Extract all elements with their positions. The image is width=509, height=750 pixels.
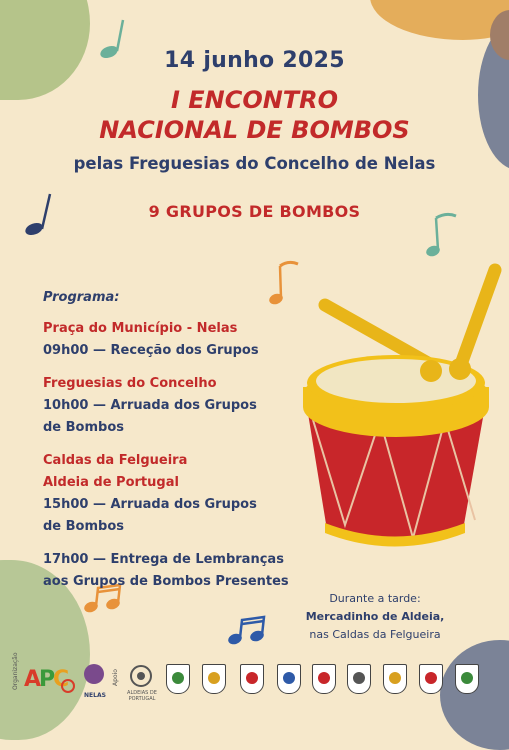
organizer-logo [22,662,80,694]
groups-count: 9 GRUPOS DE BOMBOS [148,202,361,221]
program-line: de Bombos [43,519,125,534]
program-line: 10h00 — Arruada dos Grupos [43,398,257,413]
svg-text:A: A [24,667,42,692]
program-place: Aldeia de Portugal [43,475,179,490]
program-section [43,287,303,593]
event-title-line-1: I ENCONTRO [170,86,339,114]
parish-crest-icon [202,664,226,694]
blob-bottom-right-slate [440,640,509,750]
event-title-line-2: NACIONAL DE BOMBOS [99,116,410,144]
parish-crest-icon [240,664,264,694]
organizacao-label: Organização [12,652,19,690]
double-music-note-icon [226,614,270,646]
apoio-label: Apoio [112,669,119,686]
parish-crest-icon [166,664,190,694]
program-line: 17h00 — Entrega de Lembranças [43,552,284,567]
afternoon-event: Mercadinho de Aldeia, [305,610,445,623]
nelas-logo [82,662,106,696]
parish-crest-icon [419,664,443,694]
event-date: 14 junho 2025 [164,48,345,73]
program-line: 15h00 — Arruada dos Grupos [43,497,257,512]
afternoon-location: nas Caldas da Felgueira [309,628,441,641]
event-subtitle: pelas Freguesias do Concelho de Nelas [73,154,436,173]
afternoon-info [280,590,470,644]
program-place: Praça do Município - Nelas [43,321,238,336]
program-line: aos Grupos de Bombos Presentes [43,574,289,589]
program-place: Freguesias do Concelho [43,376,217,391]
aldeias-de-portugal-logo [124,664,158,688]
program-label: Programa: [43,290,120,305]
drum-illustration [295,255,505,555]
blob-top-right-orange [370,0,509,40]
aldeias-label: ALDEIAS DE PORTUGAL [127,690,157,702]
parish-crest-icon [312,664,336,694]
program-place: Caldas da Felgueira [43,453,188,468]
program-line: de Bombos [43,420,125,435]
parish-crest-icon [455,664,479,694]
nelas-label: NELAS [84,692,106,699]
svg-text:C: C [53,667,70,692]
parish-crest-icon [347,664,371,694]
parish-crest-icon [383,664,407,694]
svg-text:P: P [39,667,56,692]
afternoon-label: Durante a tarde: [329,592,421,605]
parish-crest-icon [277,664,301,694]
program-line: 09h00 — Receção dos Grupos [43,343,259,358]
